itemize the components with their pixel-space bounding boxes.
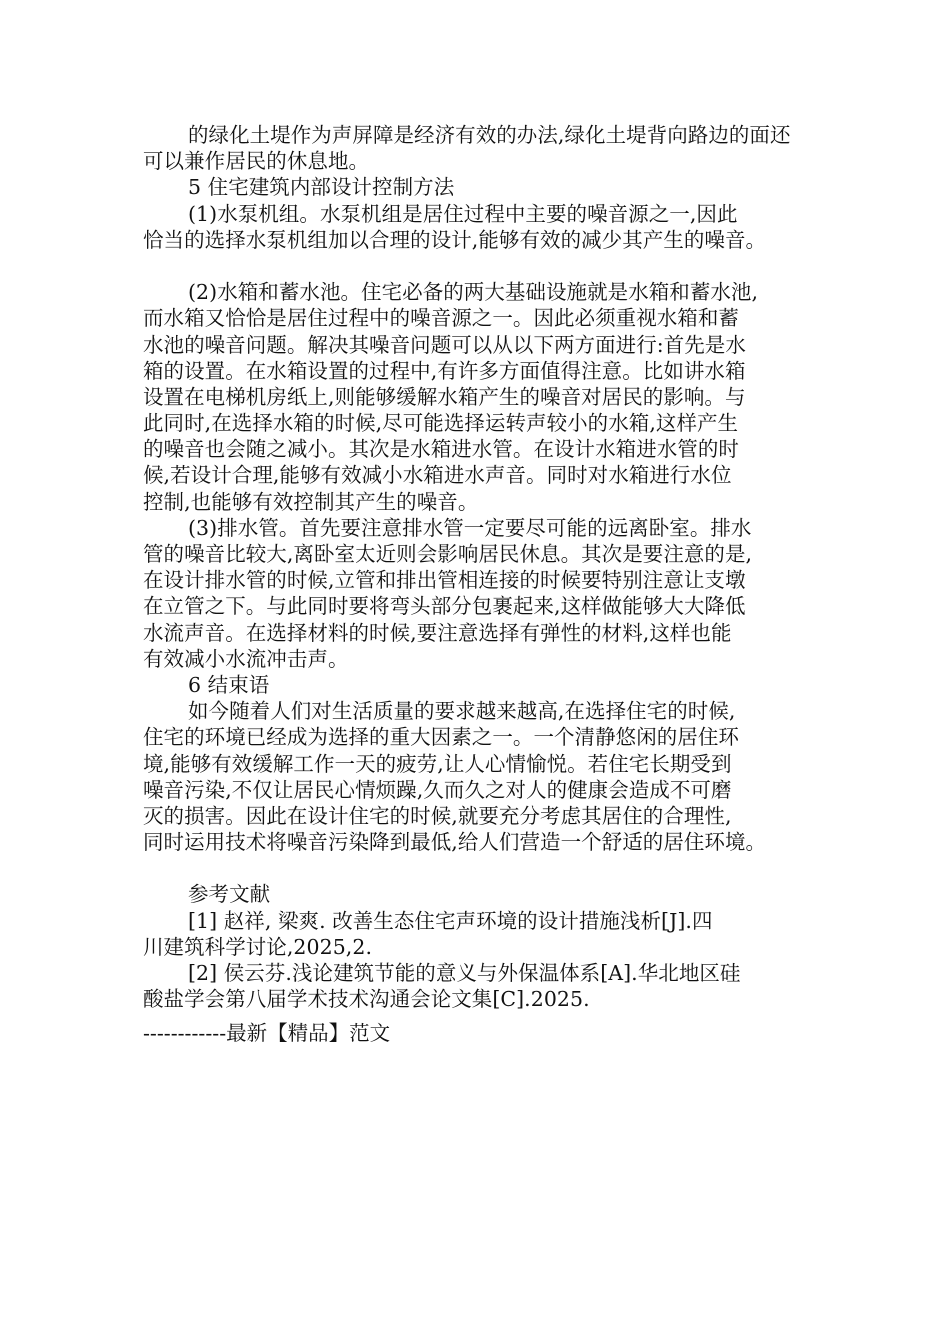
text-line: 在立管之下。与此同时要将弯头部分包裹起来,这样做能够大大降低 <box>143 594 746 619</box>
text-line: 噪音污染,不仅让居民心情烦躁,久而久之对人的健康会造成不可磨 <box>143 777 732 802</box>
text-line: 水流声音。在选择材料的时候,要注意选择有弹性的材料,这样也能 <box>143 620 732 645</box>
text-line: [2] 侯云芬.浅论建筑节能的意义与外保温体系[A].华北地区硅 <box>188 961 741 985</box>
heading-line: 6 结束语 <box>188 672 270 697</box>
text-line: 住宅的环境已经成为选择的重大因素之一。一个清静悠闲的居住环 <box>143 725 739 750</box>
text-line: 灭的损害。因此在设计住宅的时候,就要充分考虑其居住的合理性, <box>143 803 732 828</box>
paragraph <box>143 515 823 672</box>
text-line: 酸盐学会第八届学术技术沟通会论文集[C].2025. <box>143 987 590 1012</box>
paragraph <box>143 698 823 855</box>
text-line: 而水箱又恰恰是居住过程中的噪音源之一。因此必须重视水箱和蓄 <box>143 306 739 331</box>
paragraph <box>143 960 823 1012</box>
text-line: 如今随着人们对生活质量的要求越来越高,在选择住宅的时候, <box>188 699 736 724</box>
section-heading <box>143 672 823 698</box>
section-heading <box>143 174 823 200</box>
text-line: 此同时,在选择水箱的时候,尽可能选择运转声较小的水箱,这样产生 <box>143 411 739 436</box>
text-line: 在设计排水管的时候,立管和排出管相连接的时候要特别注意让支墩 <box>143 568 746 593</box>
text-line: 同时运用技术将噪音污染降到最低,给人们营造一个舒适的居住环境。 <box>143 830 767 855</box>
text-line: 箱的设置。在水箱设置的过程中,有许多方面值得注意。比如讲水箱 <box>143 358 746 383</box>
text-line: 管的噪音比较大,离卧室太近则会影响居民休息。其次是要注意的是, <box>143 542 753 566</box>
footer-text: ------------最新【精品】范文 <box>143 1021 391 1045</box>
section-heading <box>143 881 823 907</box>
document-body <box>143 122 823 1012</box>
heading-line: 参考文献 <box>188 882 271 907</box>
text-line: [1] 赵祥, 梁爽. 改善生态住宅声环境的设计措施浅析[J].四 <box>188 908 713 933</box>
text-line: (3)排水管。首先要注意排水管一定要尽可能的远离卧室。排水 <box>188 515 752 540</box>
text-line: 可以兼作居民的休息地。 <box>143 149 370 174</box>
text-line: 境,能够有效缓解工作一天的疲劳,让人心情愉悦。若住宅长期受到 <box>143 751 732 776</box>
blank-line <box>143 855 823 881</box>
paragraph <box>143 279 823 515</box>
text-line: (2)水箱和蓄水池。住宅必备的两大基础设施就是水箱和蓄水池, <box>188 280 759 305</box>
text-line: 恰当的选择水泵机组加以合理的设计,能够有效的减少其产生的噪音。 <box>143 227 767 252</box>
blank-line <box>143 253 823 279</box>
paragraph <box>143 122 823 174</box>
heading-line: 5 住宅建筑内部设计控制方法 <box>188 175 455 200</box>
text-line: 设置在电梯机房纸上,则能够缓解水箱产生的噪音对居民的影响。与 <box>143 384 746 409</box>
text-line: 有效减小水流冲击声。 <box>143 646 349 671</box>
text-line: 候,若设计合理,能够有效减小水箱进水声音。同时对水箱进行水位 <box>143 463 732 488</box>
text-line: 控制,也能够有效控制其产生的噪音。 <box>143 489 479 514</box>
paragraph <box>143 201 823 253</box>
text-line: 水池的噪音问题。解决其噪音问题可以从以下两方面进行:首先是水 <box>143 332 746 357</box>
text-line: 的绿化土堤作为声屏障是经济有效的办法,绿化土堤背向路边的面还 <box>188 123 791 147</box>
paragraph <box>143 908 823 960</box>
text-line: 的噪音也会随之减小。其次是水箱进水管。在设计水箱进水管的时 <box>143 437 739 462</box>
text-line: (1)水泵机组。水泵机组是居住过程中主要的噪音源之一,因此 <box>188 201 738 226</box>
text-line: 川建筑科学讨论,2025,2. <box>143 934 373 959</box>
